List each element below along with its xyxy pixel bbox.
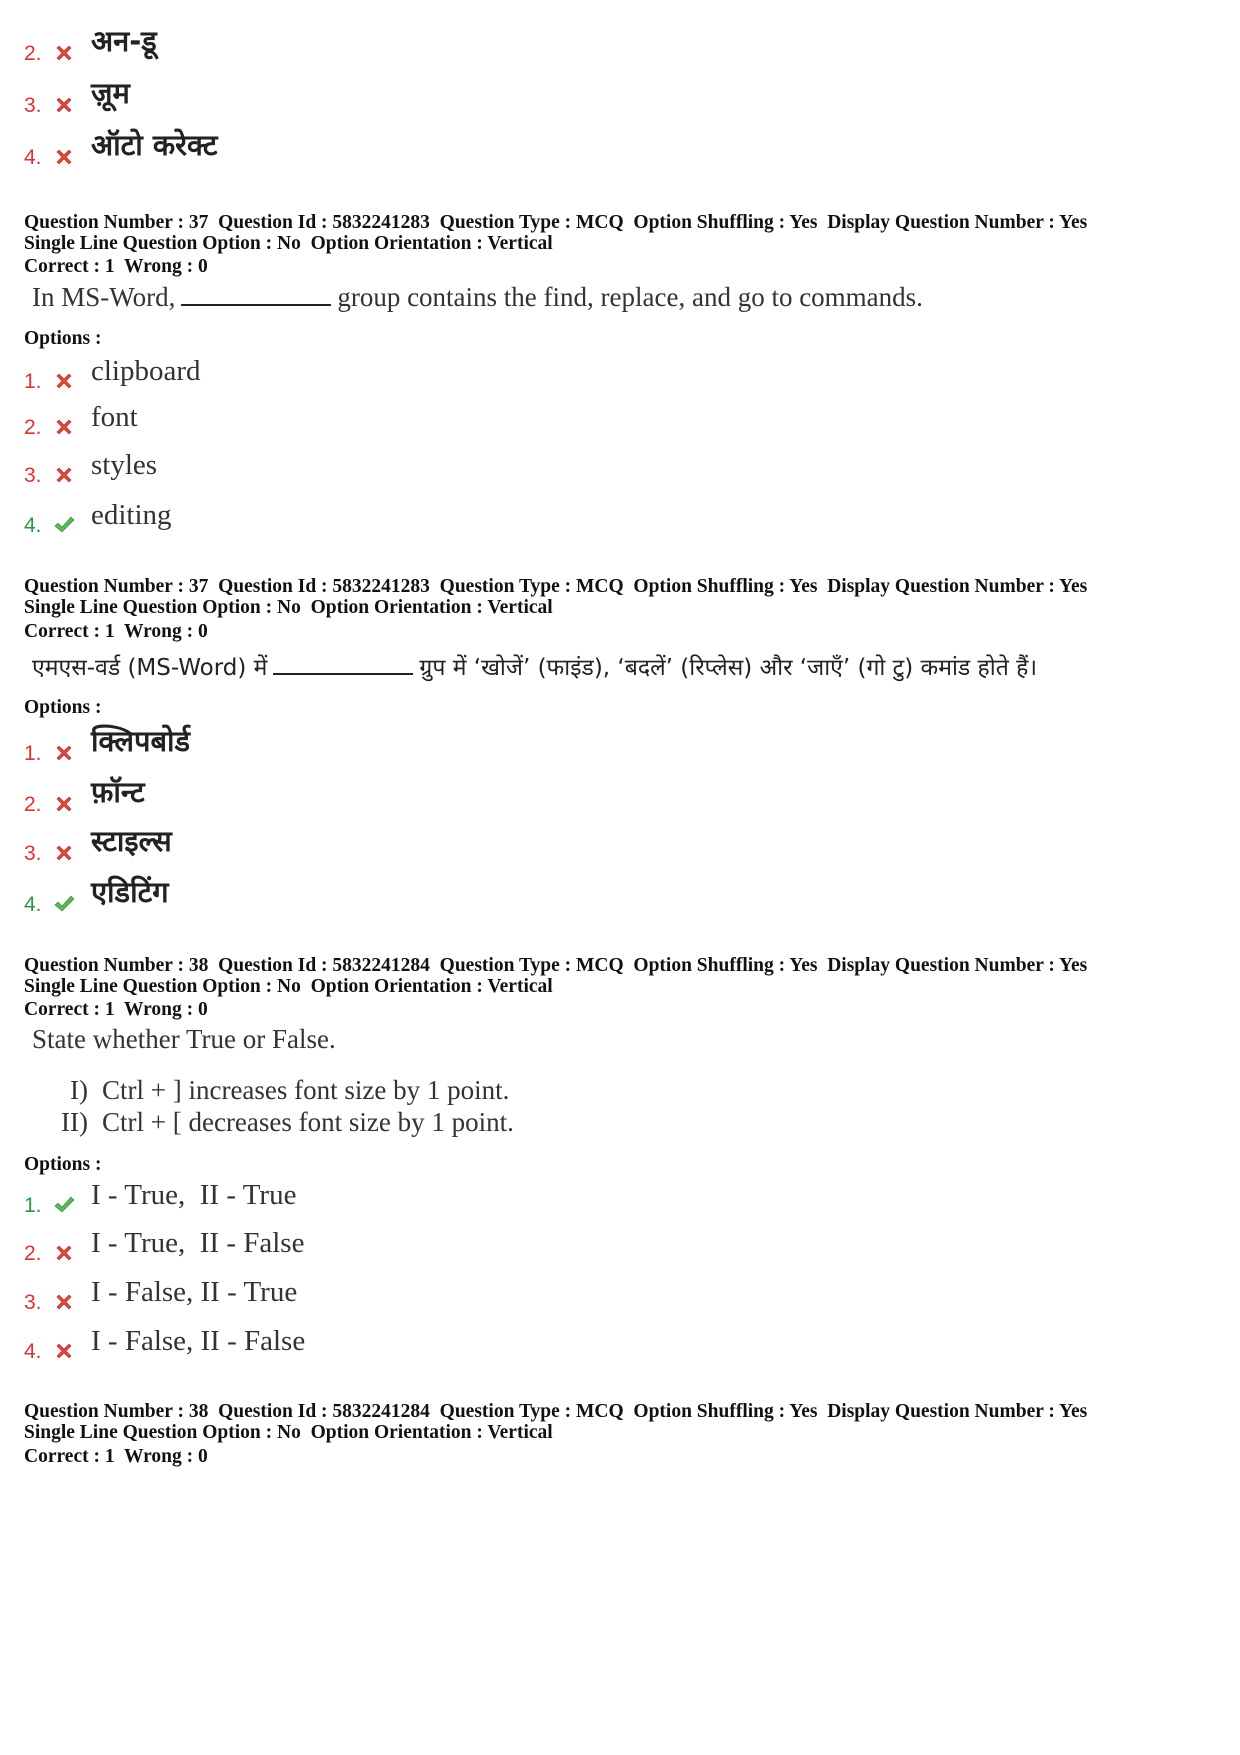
option-text: ऑटो करेक्ट <box>91 128 218 162</box>
cross-icon <box>53 1242 75 1264</box>
option-text: clipboard <box>91 355 201 387</box>
option-row <box>24 720 1024 770</box>
option-row <box>24 72 1024 122</box>
option-number: 4. <box>24 893 42 916</box>
option-number: 2. <box>24 793 42 816</box>
option-row <box>24 20 1024 70</box>
option-text: I - False, II - True <box>91 1276 298 1308</box>
score-line: Correct : 1 Wrong : 0 <box>24 621 208 642</box>
option-number: 1. <box>24 1194 42 1217</box>
score-line: Correct : 1 Wrong : 0 <box>24 1446 208 1467</box>
option-number: 4. <box>24 514 42 537</box>
option-row <box>24 1172 1024 1222</box>
score-line: Correct : 1 Wrong : 0 <box>24 256 208 277</box>
option-text: I - False, II - False <box>91 1325 306 1357</box>
check-icon <box>53 1194 75 1216</box>
cross-icon <box>53 370 75 392</box>
cross-icon <box>53 94 75 116</box>
option-number: 3. <box>24 1291 42 1314</box>
options-label: Options : <box>24 697 102 718</box>
option-number: 4. <box>24 146 42 169</box>
cross-icon <box>53 146 75 168</box>
option-number: 1. <box>24 742 42 765</box>
question-meta: Question Number : 38 Question Id : 5832241284 Question Type : MCQ Option Shuffling : Yes Display Question Number : Yes Single Line Question Option : No Option Orientation : Vertical <box>24 1401 1088 1443</box>
check-icon <box>53 893 75 915</box>
option-text: editing <box>91 499 172 531</box>
statement-item: I) Ctrl + ] increases font size by 1 point. <box>70 1075 510 1105</box>
option-row <box>24 348 1024 398</box>
option-text: styles <box>91 449 158 481</box>
option-row <box>24 1269 1024 1319</box>
check-icon <box>53 514 75 536</box>
option-text: I - True, II - True <box>91 1179 297 1211</box>
option-number: 2. <box>24 1242 42 1265</box>
score-line: Correct : 1 Wrong : 0 <box>24 999 208 1020</box>
option-row <box>24 820 1024 870</box>
option-row <box>24 771 1024 821</box>
option-text: ज़ूम <box>91 76 130 110</box>
question-text: In MS-Word, group contains the find, replace, and go to commands. <box>32 282 923 312</box>
question-meta: Question Number : 37 Question Id : 5832241283 Question Type : MCQ Option Shuffling : Yes Display Question Number : Yes Single Line Question Option : No Option Orientation : Vertical <box>24 576 1088 618</box>
cross-icon <box>53 464 75 486</box>
options-label: Options : <box>24 1154 102 1175</box>
option-text: स्टाइल्स <box>91 824 172 858</box>
option-row <box>24 492 1024 542</box>
option-text: I - True, II - False <box>91 1227 305 1259</box>
answer-blank <box>181 284 331 306</box>
option-text: एडिटिंग <box>91 875 169 909</box>
question-text: एमएस-वर्ड (MS-Word) में ग्रुप में ‘खोजें’ (फाइंड), ‘बदलें’ (रिप्लेस) और ‘जाएँ’ (गो टु) कमांड होते हैं। <box>32 655 1038 681</box>
cross-icon <box>53 742 75 764</box>
question-meta: Question Number : 37 Question Id : 5832241283 Question Type : MCQ Option Shuffling : Yes Display Question Number : Yes Single Line Question Option : No Option Orientation : Vertical <box>24 212 1088 254</box>
cross-icon <box>53 1340 75 1362</box>
option-text: font <box>91 401 138 433</box>
option-number: 2. <box>24 416 42 439</box>
option-row <box>24 1318 1024 1368</box>
options-label: Options : <box>24 328 102 349</box>
option-number: 4. <box>24 1340 42 1363</box>
option-text: क्लिपबोर्ड <box>91 724 191 758</box>
cross-icon <box>53 793 75 815</box>
answer-blank <box>273 653 413 675</box>
option-row <box>24 394 1024 444</box>
option-text: अन-डू <box>91 24 157 58</box>
option-row <box>24 871 1024 921</box>
option-number: 2. <box>24 42 42 65</box>
option-row <box>24 1220 1024 1270</box>
option-row <box>24 442 1024 492</box>
cross-icon <box>53 416 75 438</box>
option-number: 3. <box>24 94 42 117</box>
option-number: 1. <box>24 370 42 393</box>
option-row <box>24 124 1024 174</box>
question-meta: Question Number : 38 Question Id : 5832241284 Question Type : MCQ Option Shuffling : Yes Display Question Number : Yes Single Line Question Option : No Option Orientation : Vertical <box>24 955 1088 997</box>
cross-icon <box>53 1291 75 1313</box>
statement-item: II) Ctrl + [ decreases font size by 1 point. <box>61 1107 514 1137</box>
question-text: State whether True or False. <box>32 1024 336 1054</box>
option-number: 3. <box>24 464 42 487</box>
cross-icon <box>53 42 75 64</box>
option-text: फ़ॉन्ट <box>91 775 145 809</box>
option-number: 3. <box>24 842 42 865</box>
cross-icon <box>53 842 75 864</box>
